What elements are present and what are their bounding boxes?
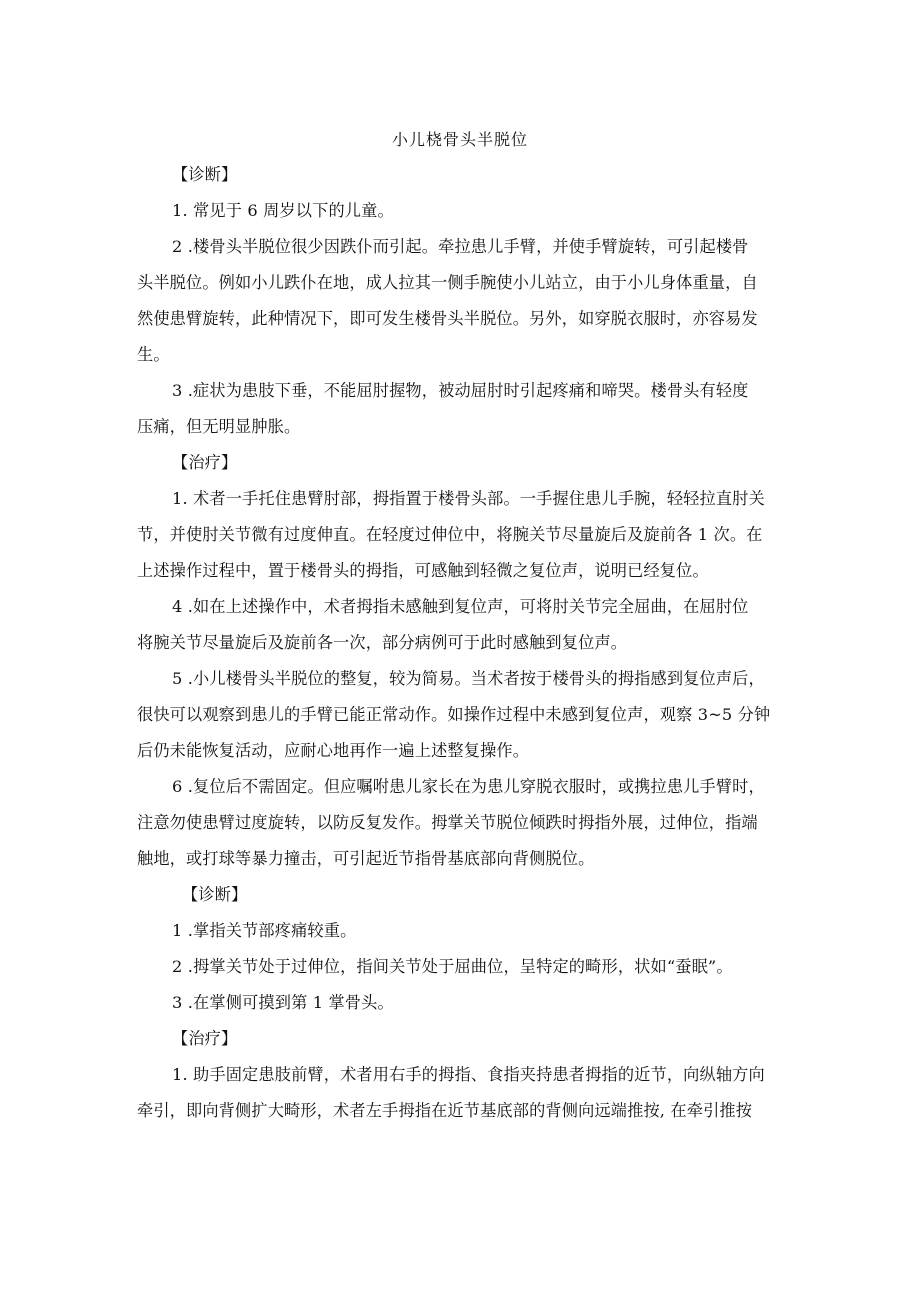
paragraph-line: 1. 术者一手托住患臂肘部，拇指置于楼骨头部。一手握住患儿手腕，轻轻拉直肘关 xyxy=(172,489,765,508)
paragraph-line: 牵引，即向背侧扩大畸形，术者左手拇指在近节基底部的背侧向远端推按, 在牵引推按 xyxy=(137,1101,753,1120)
paragraph-line: 很快可以观察到患儿的手臂已能正常动作。如操作过程中未感到复位声，观察 3~5 分钟 xyxy=(137,705,771,724)
paragraph-line: 3 .症状为患肢下垂，不能屈肘握物，被动屈肘时引起疼痛和啼哭。楼骨头有轻度 xyxy=(172,381,749,400)
paragraph-line: 压痛，但无明显肿胀。 xyxy=(137,417,301,436)
paragraph-line: 3 .在掌侧可摸到第 1 掌骨头。 xyxy=(172,993,394,1012)
document-title: 小儿桡骨头半脱位 xyxy=(391,130,528,149)
section-heading-diagnosis: 【诊断】 xyxy=(182,885,248,904)
paragraph-line: 2 .拇掌关节处于过伸位，指间关节处于屈曲位，呈特定的畸形，状如“蚕眠”。 xyxy=(172,957,733,976)
paragraph-line: 生。 xyxy=(137,345,170,364)
section-heading-treatment: 【治疗】 xyxy=(172,453,238,472)
paragraph-line: 触地，或打球等暴力撞击，可引起近节指骨基底部向背侧脱位。 xyxy=(137,849,595,868)
section-heading-diagnosis: 【诊断】 xyxy=(172,165,238,184)
paragraph-line: 5 .小儿楼骨头半脱位的整复，较为简易。当术者按于楼骨头的拇指感到复位声后， xyxy=(172,669,765,688)
paragraph-line: 然使患臂旋转，此种情况下，即可发生楼骨头半脱位。另外，如穿脱衣服时，亦容易发 xyxy=(137,309,758,328)
paragraph-line: 6 .复位后不需固定。但应嘱咐患儿家长在为患儿穿脱衣服时，或携拉患儿手臂时， xyxy=(172,777,765,796)
paragraph-line: 2 .楼骨头半脱位很少因跌仆而引起。牵拉患儿手臂，并使手臂旋转，可引起楼骨 xyxy=(172,237,749,256)
paragraph-line: 后仍未能恢复活动，应耐心地再作一遍上述整复操作。 xyxy=(137,741,530,760)
paragraph-line: 注意勿使患臂过度旋转，以防反复发作。拇掌关节脱位倾跌时拇指外展，过伸位，指端 xyxy=(137,813,758,832)
paragraph-line: 将腕关节尽量旋后及旋前各一次，部分病例可于此时感触到复位声。 xyxy=(137,633,628,652)
paragraph-line: 1 .掌指关节部疼痛较重。 xyxy=(172,921,357,940)
paragraph-line: 1. 助手固定患肢前臂，术者用右手的拇指、食指夹持患者拇指的近节，向纵轴方向 xyxy=(172,1065,765,1084)
paragraph-line: 上述操作过程中，置于楼骨头的拇指，可感触到轻微之复位声，说明已经复位。 xyxy=(137,561,709,580)
section-heading-treatment: 【治疗】 xyxy=(172,1029,238,1048)
paragraph-line: 头半脱位。例如小儿跌仆在地，成人拉其一侧手腕使小儿站立，由于小儿身体重量，自 xyxy=(137,273,758,292)
paragraph-line: 1. 常见于 6 周岁以下的儿童。 xyxy=(172,201,394,220)
paragraph-line: 4 .如在上述操作中，术者拇指未感触到复位声，可将肘关节完全屈曲，在屈肘位 xyxy=(172,597,749,616)
paragraph-line: 节，并使肘关节微有过度伸直。在轻度过伸位中，将腕关节尽量旋后及旋前各 1 次。在 xyxy=(137,525,763,544)
